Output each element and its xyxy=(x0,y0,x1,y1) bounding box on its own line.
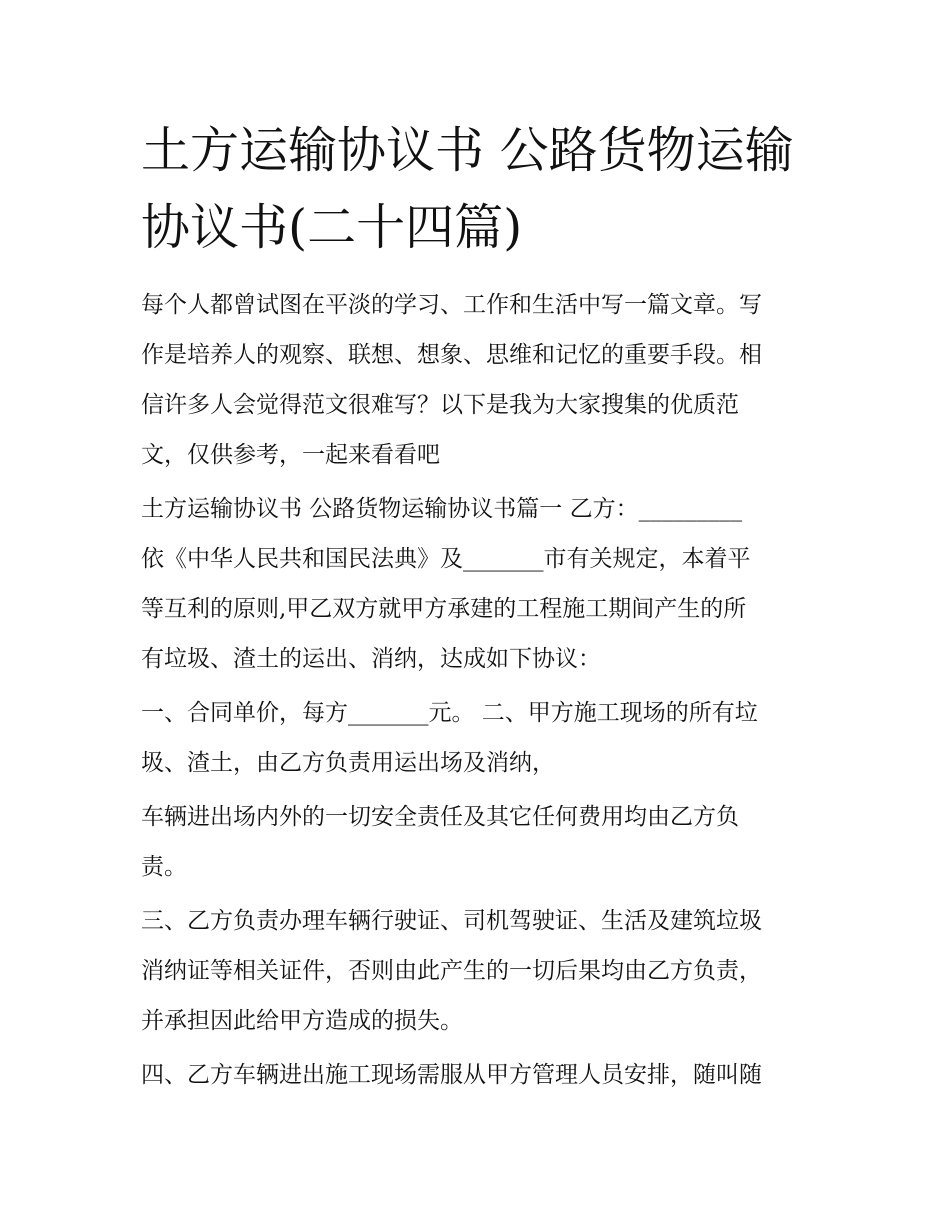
title-line-2: 协议书(二十四篇) xyxy=(141,199,523,256)
paragraph-2-line-4: 有垃圾、渣土的运出、消纳，达成如下协议： xyxy=(141,646,601,672)
paragraph-3-line-2: 圾、渣土，由乙方负责用运出场及消纳， xyxy=(141,750,555,776)
paragraph-5-line-1: 三、乙方负责办理车辆行驶证、司机驾驶证、生活及建筑垃圾 xyxy=(141,908,762,934)
paragraph-3-line-1: 一、合同单价，每方_______元。 二、甲方施工现场的所有垃 xyxy=(141,700,758,726)
paragraph-4-line-1: 车辆进出场内外的一切安全责任及其它任何费用均由乙方负 xyxy=(141,804,739,830)
paragraph-1-line-4: 文，仅供参考，一起来看看吧 xyxy=(141,442,440,468)
paragraph-5-line-3: 并承担因此给甲方造成的损失。 xyxy=(141,1008,463,1034)
paragraph-6-line-1: 四、乙方车辆进出施工现场需服从甲方管理人员安排，随叫随 xyxy=(141,1062,762,1088)
paragraph-2-line-3: 等互利的原则,甲乙双方就甲方承建的工程施工期间产生的所 xyxy=(141,596,747,622)
document-title xyxy=(141,112,821,266)
title-line-1: 土方运输协议书 公路货物运输 xyxy=(141,122,794,179)
paragraph-1-line-2: 作是培养人的观察、联想、想象、思维和记忆的重要手段。相 xyxy=(141,342,762,368)
document-body xyxy=(141,280,821,1100)
paragraph-1-line-1: 每个人都曾试图在平淡的学习、工作和生活中写一篇文章。写 xyxy=(141,292,762,318)
paragraph-5-line-2: 消纳证等相关证件，否则由此产生的一切后果均由乙方负责， xyxy=(141,958,762,984)
paragraph-2-line-1: 土方运输协议书 公路货物运输协议书篇一 乙方：_________ xyxy=(141,496,743,522)
paragraph-1-line-3: 信许多人会觉得范文很难写？以下是我为大家搜集的优质范 xyxy=(141,392,739,418)
paragraph-2-line-2: 依《中华人民共和国民法典》及_______市有关规定，本着平 xyxy=(141,546,751,572)
paragraph-4-line-2: 责。 xyxy=(141,854,187,880)
